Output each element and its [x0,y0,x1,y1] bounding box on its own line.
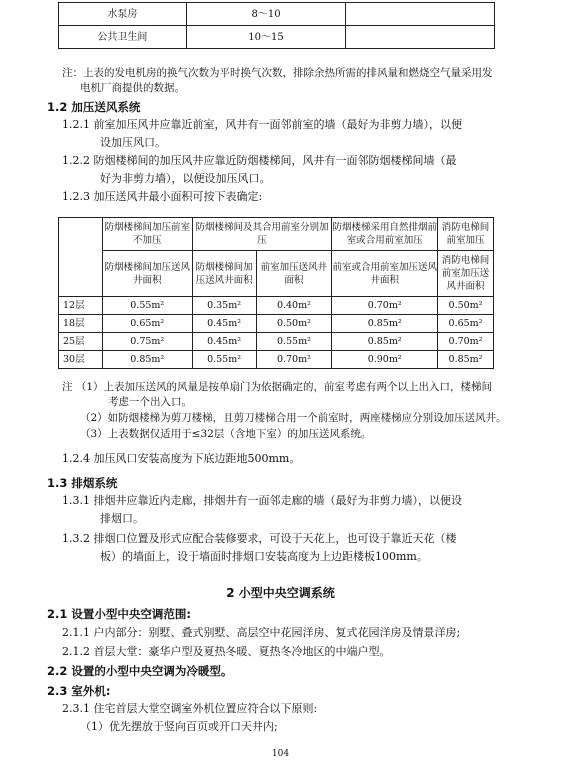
pressurization-shaft-table [58,217,494,369]
note-line: 注：上表的发电机房的换气次数为平时换气次数，排除余热所需的排风量和燃烧空气量采用发 [62,67,493,79]
table-row [59,26,495,49]
table-header-cell: 消防电梯间前室加压 [438,218,494,251]
table-row [59,297,494,315]
table-cell: 0.50m² [256,315,332,333]
paragraph-line: 1.2.4 加压风口安装高度为下底边距地500mm。 [62,452,301,465]
table-header-cell: 防烟楼梯间及其合用前室分别加压 [192,218,332,251]
paragraph-line: 板）的墙面上，设于墙面时排烟口安装高度为上边距楼板100mm。 [100,550,428,563]
table-cell: 0.45m² [192,333,256,351]
table-cell: 0.55m² [102,297,192,315]
note-line: 电机厂商提供的数据。 [80,82,185,94]
table-header-cell: 防烟楼梯采用自然排烟前室或合用前室加压 [332,218,438,251]
table-header-cell: 防烟楼梯间加压送风井面积 [192,251,256,297]
table-cell: 0.50m² [438,297,494,315]
table-cell: 0.70m² [332,297,438,315]
table-cell: 0.85m² [332,315,438,333]
row-label: 18层 [59,315,103,333]
table-header-row [59,218,494,251]
table-cell: 0.45m² [192,315,256,333]
page-number: 104 [271,749,290,759]
table-row [59,351,494,369]
table-cell: 0.35m² [192,297,256,315]
section-heading: 2.3 室外机: [47,684,111,698]
section-heading: 2.2 设置的小型中央空调为冷暖型。 [47,664,233,678]
table-row [59,3,495,26]
note-line: 考虑一个出入口。 [108,396,192,408]
paragraph-line: 排烟口。 [100,512,144,525]
table-header-cell: 防烟楼梯间加压送风井面积 [102,251,192,297]
row-label: 25层 [59,333,103,351]
table-header-cell: 前室或合用前室加压送风井面积 [332,251,438,297]
paragraph-line: 2.1.2 首层大堂：豪华户型及夏热冬暖、夏热冬冷地区的中端户型。 [62,645,391,658]
table-cell: 0.70m² [256,351,332,369]
table-cell [346,3,495,26]
table-cell: 水泵房 [59,3,187,26]
paragraph-line: 2.1.1 户内部分：别墅、叠式别墅、高层空中花园洋房、复式花园洋房及情景洋房; [62,626,461,639]
chapter-heading: 2 小型中央空调系统 [226,586,335,600]
table-cell: 0.65m² [438,315,494,333]
table-row [59,333,494,351]
section-heading: 1.2 加压送风系统 [47,100,141,114]
paragraph-line: 1.3.1 排烟井应靠近内走廊，排烟井有一面邻走廊的墙（最好为非剪力墙），以便设 [62,494,462,507]
row-label: 12层 [59,297,103,315]
table-cell [346,26,495,49]
table-cell: 0.70m² [438,333,494,351]
paragraph-line: 1.2.2 防烟楼梯间的加压风井应靠近防烟楼梯间，风井有一面邻防烟楼梯间墙（最 [62,154,457,167]
table-cell: 0.85m² [102,351,192,369]
table-cell: 0.85m² [438,351,494,369]
table-corner-cell [59,218,103,297]
note-line: （3）上表数据仅适用于≤32层（含地下室）的加压送风系统。 [80,428,372,440]
table-header-cell: 消防电梯间前室加压送风井面积 [438,251,494,297]
table-cell: 0.40m² [256,297,332,315]
note-line: 注 （1）上表加压送风的风量是按单扇门为依据确定的，前室考虑有两个以上出入口，楼梯间 [62,381,493,393]
table-cell: 0.65m² [102,315,192,333]
table-cell: 0.85m² [332,333,438,351]
note-line: （2）如防烟楼梯为剪刀楼梯，且剪刀楼梯合用一个前室时，两座楼梯应分别设加压送风井。 [80,412,507,424]
paragraph-line: 2.3.1 住宅首层大堂空调室外机位置应符合以下原则: [62,702,318,715]
section-heading: 1.3 排烟系统 [47,476,118,490]
paragraph-line: 1.3.2 排烟口位置及形式应配合装修要求，可设于天花上，也可设于靠近天花（楼 [62,532,457,545]
paragraph-line: 1.2.3 加压送风井最小面积可按下表确定: [62,190,263,203]
section-heading: 2.1 设置小型中央空调范围: [47,607,191,621]
table-cell: 0.90m² [332,351,438,369]
table-header-cell: 防烟楼梯间加压前室不加压 [102,218,192,251]
table-cell: 公共卫生间 [59,26,187,49]
table-row [59,315,494,333]
table-header-row [59,251,494,297]
paragraph-line: 1.2.1 前室加压风井应靠近前室，风井有一面邻前室的墙（最好为非剪力墙），以便 [62,118,462,131]
paragraph-line: （1）优先摆放于竖向百页或开口天井内; [80,720,278,733]
table-cell: 8～10 [186,3,346,26]
table-cell: 10～15 [186,26,346,49]
table-cell: 0.75m² [102,333,192,351]
table-cell: 0.55m² [256,333,332,351]
table-cell: 0.55m² [192,351,256,369]
table-header-cell: 前室加压送风井面积 [256,251,332,297]
ventilation-table [58,2,495,49]
paragraph-line: 好为非剪力墙），以便设加压风口。 [100,172,271,185]
row-label: 30层 [59,351,103,369]
paragraph-line: 设加压风口。 [100,136,166,149]
